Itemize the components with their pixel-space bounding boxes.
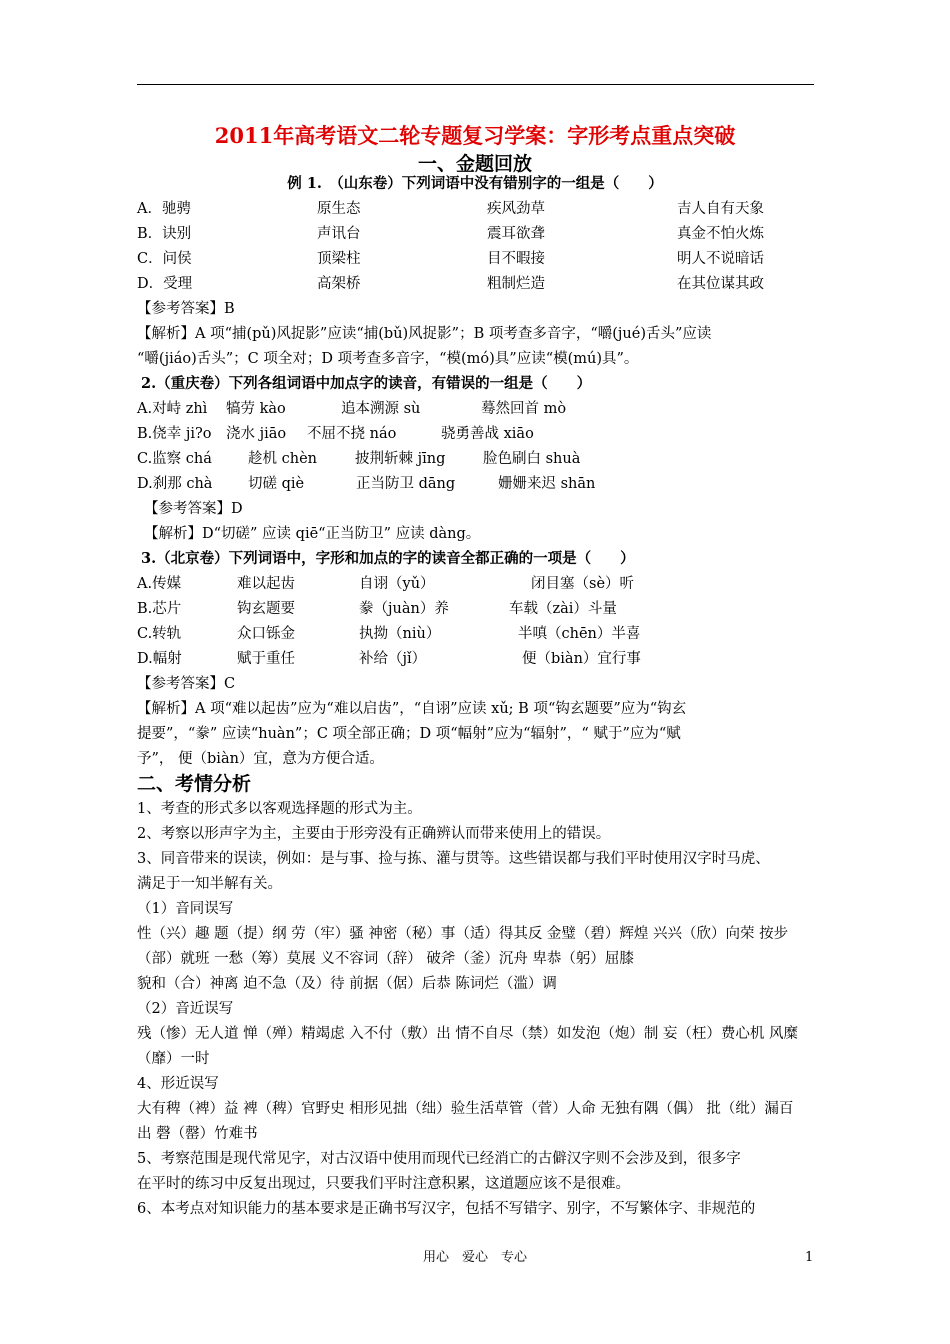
q1-option-b <box>137 224 817 244</box>
body-line: 在平时的练习中反复出现过，只要我们平时注意积累，这道题应该不是很难。 <box>137 1176 630 1192</box>
body-line: （部）就班 一愁（筹）莫展 义不容词（辞） 破斧（釜）沉舟 卑恭（躬）屈膝 <box>137 951 634 967</box>
option-cell: C.转轨 <box>137 626 182 642</box>
q2-option-b <box>137 424 817 444</box>
option-cell: C.监察 chá <box>137 451 212 467</box>
option-cell: 难以起齿 <box>237 576 295 592</box>
option-cell: 顶梁柱 <box>317 251 361 267</box>
option-cell: D．受理 <box>137 276 193 292</box>
body-line: 6、本考点对知识能力的基本要求是正确书写汉字，包括不写错字、别字，不写繁体字、非规范的 <box>137 1201 756 1217</box>
option-cell: 吉人自有天象 <box>677 201 764 217</box>
option-cell: 便（biàn）宜行事 <box>522 651 641 667</box>
body-line: 出 磬（罄）竹难书 <box>137 1126 258 1142</box>
option-cell: 脸色刷白 shuà <box>483 451 581 467</box>
q3-stem: 3.（北京卷）下列词语中，字形和加点的字的读音全都正确的一项是（ ） <box>141 550 635 567</box>
q3-answer: 【参考答案】C <box>137 676 236 692</box>
option-cell: A.对峙 zhì <box>137 401 208 417</box>
option-cell: 姗姗来迟 shān <box>498 476 596 492</box>
option-cell: 明人不说暗话 <box>677 251 764 267</box>
header-rule <box>137 84 814 85</box>
q3-option-d <box>137 649 817 669</box>
q3-option-c <box>137 624 817 644</box>
option-cell: 补给（jǐ） <box>359 651 427 667</box>
body-line: 1、考查的形式多以客观选择题的形式为主。 <box>137 801 422 817</box>
q1-stem: 例 1. （山东卷）下列词语中没有错别字的一组是（ ） <box>287 175 663 192</box>
q2-option-a <box>137 399 817 419</box>
q1-option-c <box>137 249 817 269</box>
page-footer: 用心 爱心 专心 <box>422 1250 527 1265</box>
q1-analysis: “嚼(jiáo)舌头”；C 项全对；D 项考查多音字，“模(mó)具”应读“模(mú)具”。 <box>137 351 639 367</box>
option-cell: 执拗（niù） <box>359 626 441 642</box>
option-cell: 蓦然回首 mò <box>481 401 567 417</box>
option-cell: A.传媒 <box>137 576 182 592</box>
option-cell: 高架桥 <box>317 276 361 292</box>
option-cell: 震耳欲聋 <box>487 226 545 242</box>
option-cell: B.芯片 <box>137 601 182 617</box>
q1-option-d <box>137 274 817 294</box>
body-line: 5、考察范围是现代常见字，对古汉语中使用而现代已经消亡的古僻汉字则不会涉及到，很多字 <box>137 1151 741 1167</box>
option-cell: 不屈不挠 náo <box>307 426 397 442</box>
q1-analysis: 【解析】A 项“捕(pǔ)风捉影”应读“捕(bǔ)风捉影”；B 项考查多音字，“嚼(jué)舌头”应读 <box>137 326 712 342</box>
option-cell: 正当防卫 dāng <box>356 476 456 492</box>
option-cell: 浇水 jiāo <box>226 426 287 442</box>
body-line: （靡）一时 <box>137 1051 210 1067</box>
body-line: （2）音近误写 <box>137 1001 234 1017</box>
section-heading-1: 一、金题回放 <box>417 153 532 175</box>
option-cell: 闭目塞（sè）听 <box>531 576 635 592</box>
q3-analysis: 【解析】A 项“难以起齿”应为“难以启齿”，“自诩”应读 xǔ; B 项“钩玄题要”应为“钩玄 <box>137 701 687 717</box>
option-cell: D.幅射 <box>137 651 182 667</box>
option-cell: D.刹那 chà <box>137 476 213 492</box>
option-cell: 赋于重任 <box>237 651 295 667</box>
q1-answer: 【参考答案】B <box>137 301 235 317</box>
option-cell: 众口铄金 <box>237 626 295 642</box>
q3-option-b <box>137 599 817 619</box>
option-cell: B.侥幸 ji?o <box>137 426 212 442</box>
q2-stem: 2.（重庆卷）下列各组词语中加点字的读音，有错误的一组是（ ） <box>141 375 592 392</box>
body-line: 残（惨）无人道 惮（殚）精竭虑 入不付（敷）出 情不自尽（禁）如发泡（炮）制 妄（枉）费心机 风糜 <box>137 1026 799 1042</box>
option-cell: A．驰骋 <box>137 201 191 217</box>
body-line: 2、考察以形声字为主，主要由于形旁没有正确辨认而带来使用上的错误。 <box>137 826 611 842</box>
option-cell: 车载（zài）斗量 <box>509 601 617 617</box>
option-cell: 在其位谋其政 <box>677 276 764 292</box>
option-cell: 骁勇善战 xiāo <box>441 426 534 442</box>
page-number: 1 <box>805 1250 814 1265</box>
body-line: 满足于一知半解有关。 <box>137 876 282 892</box>
option-cell: 声讯台 <box>317 226 361 242</box>
q2-option-d <box>137 474 817 494</box>
document-title: 2011年高考语文二轮专题复习学案：字形考点重点突破 <box>214 123 736 148</box>
q1-option-a <box>137 199 817 219</box>
body-line: （1）音同误写 <box>137 901 234 917</box>
option-cell: 犒劳 kào <box>226 401 286 417</box>
option-cell: 目不暇接 <box>487 251 545 267</box>
q3-analysis: 提要”，“豢” 应读“huàn”；C 项全部正确；D 项“幅射”应为“辐射”，“ 赋于”应为“赋 <box>137 726 681 742</box>
option-cell: C．问侯 <box>137 251 192 267</box>
body-line: 4、形近误写 <box>137 1076 219 1092</box>
option-cell: 疾风劲草 <box>487 201 545 217</box>
body-line: 貌和（合）神离 迫不急（及）待 前据（倨）后恭 陈词烂（滥）调 <box>137 976 557 992</box>
option-cell: 披荆斩棘 jīng <box>355 451 446 467</box>
option-cell: 追本溯源 sù <box>341 401 421 417</box>
q3-option-a <box>137 574 817 594</box>
option-cell: 切磋 qiè <box>248 476 305 492</box>
q3-analysis: 予”， 便（biàn）宜，意为方便合适。 <box>137 751 384 767</box>
option-cell: 粗制烂造 <box>487 276 545 292</box>
q2-answer: 【参考答案】D <box>144 501 243 517</box>
option-cell: 半嗔（chēn）半喜 <box>518 626 641 642</box>
body-line: 3、同音带来的误读，例如：是与事、捡与拣、灌与贯等。这些错误都与我们平时使用汉字时马虎、 <box>137 851 770 867</box>
q2-option-c <box>137 449 817 469</box>
option-cell: 趁机 chèn <box>248 451 317 467</box>
body-line: 性（兴）趣 题（提）纲 劳（牢）骚 神密（秘）事（适）得其反 金璧（碧）辉煌 兴兴（欣）向荣 按步 <box>137 926 789 942</box>
body-line: 大有稗（裨）益 裨（稗）官野史 相形见拙（绌）验生活草管（菅）人命 无独有隅（偶） 批（纰）漏百 <box>137 1101 794 1117</box>
option-cell: 原生态 <box>317 201 361 217</box>
option-cell: 钩玄题要 <box>237 601 295 617</box>
section-heading-2: 二、考情分析 <box>137 773 252 795</box>
option-cell: 自诩（yǔ） <box>359 576 435 592</box>
option-cell: 豢（juàn）养 <box>359 601 449 617</box>
option-cell: 真金不怕火炼 <box>677 226 764 242</box>
option-cell: B．诀别 <box>137 226 192 242</box>
q2-analysis: 【解析】D“切磋” 应读 qiē“正当防卫” 应读 dàng。 <box>144 526 481 542</box>
